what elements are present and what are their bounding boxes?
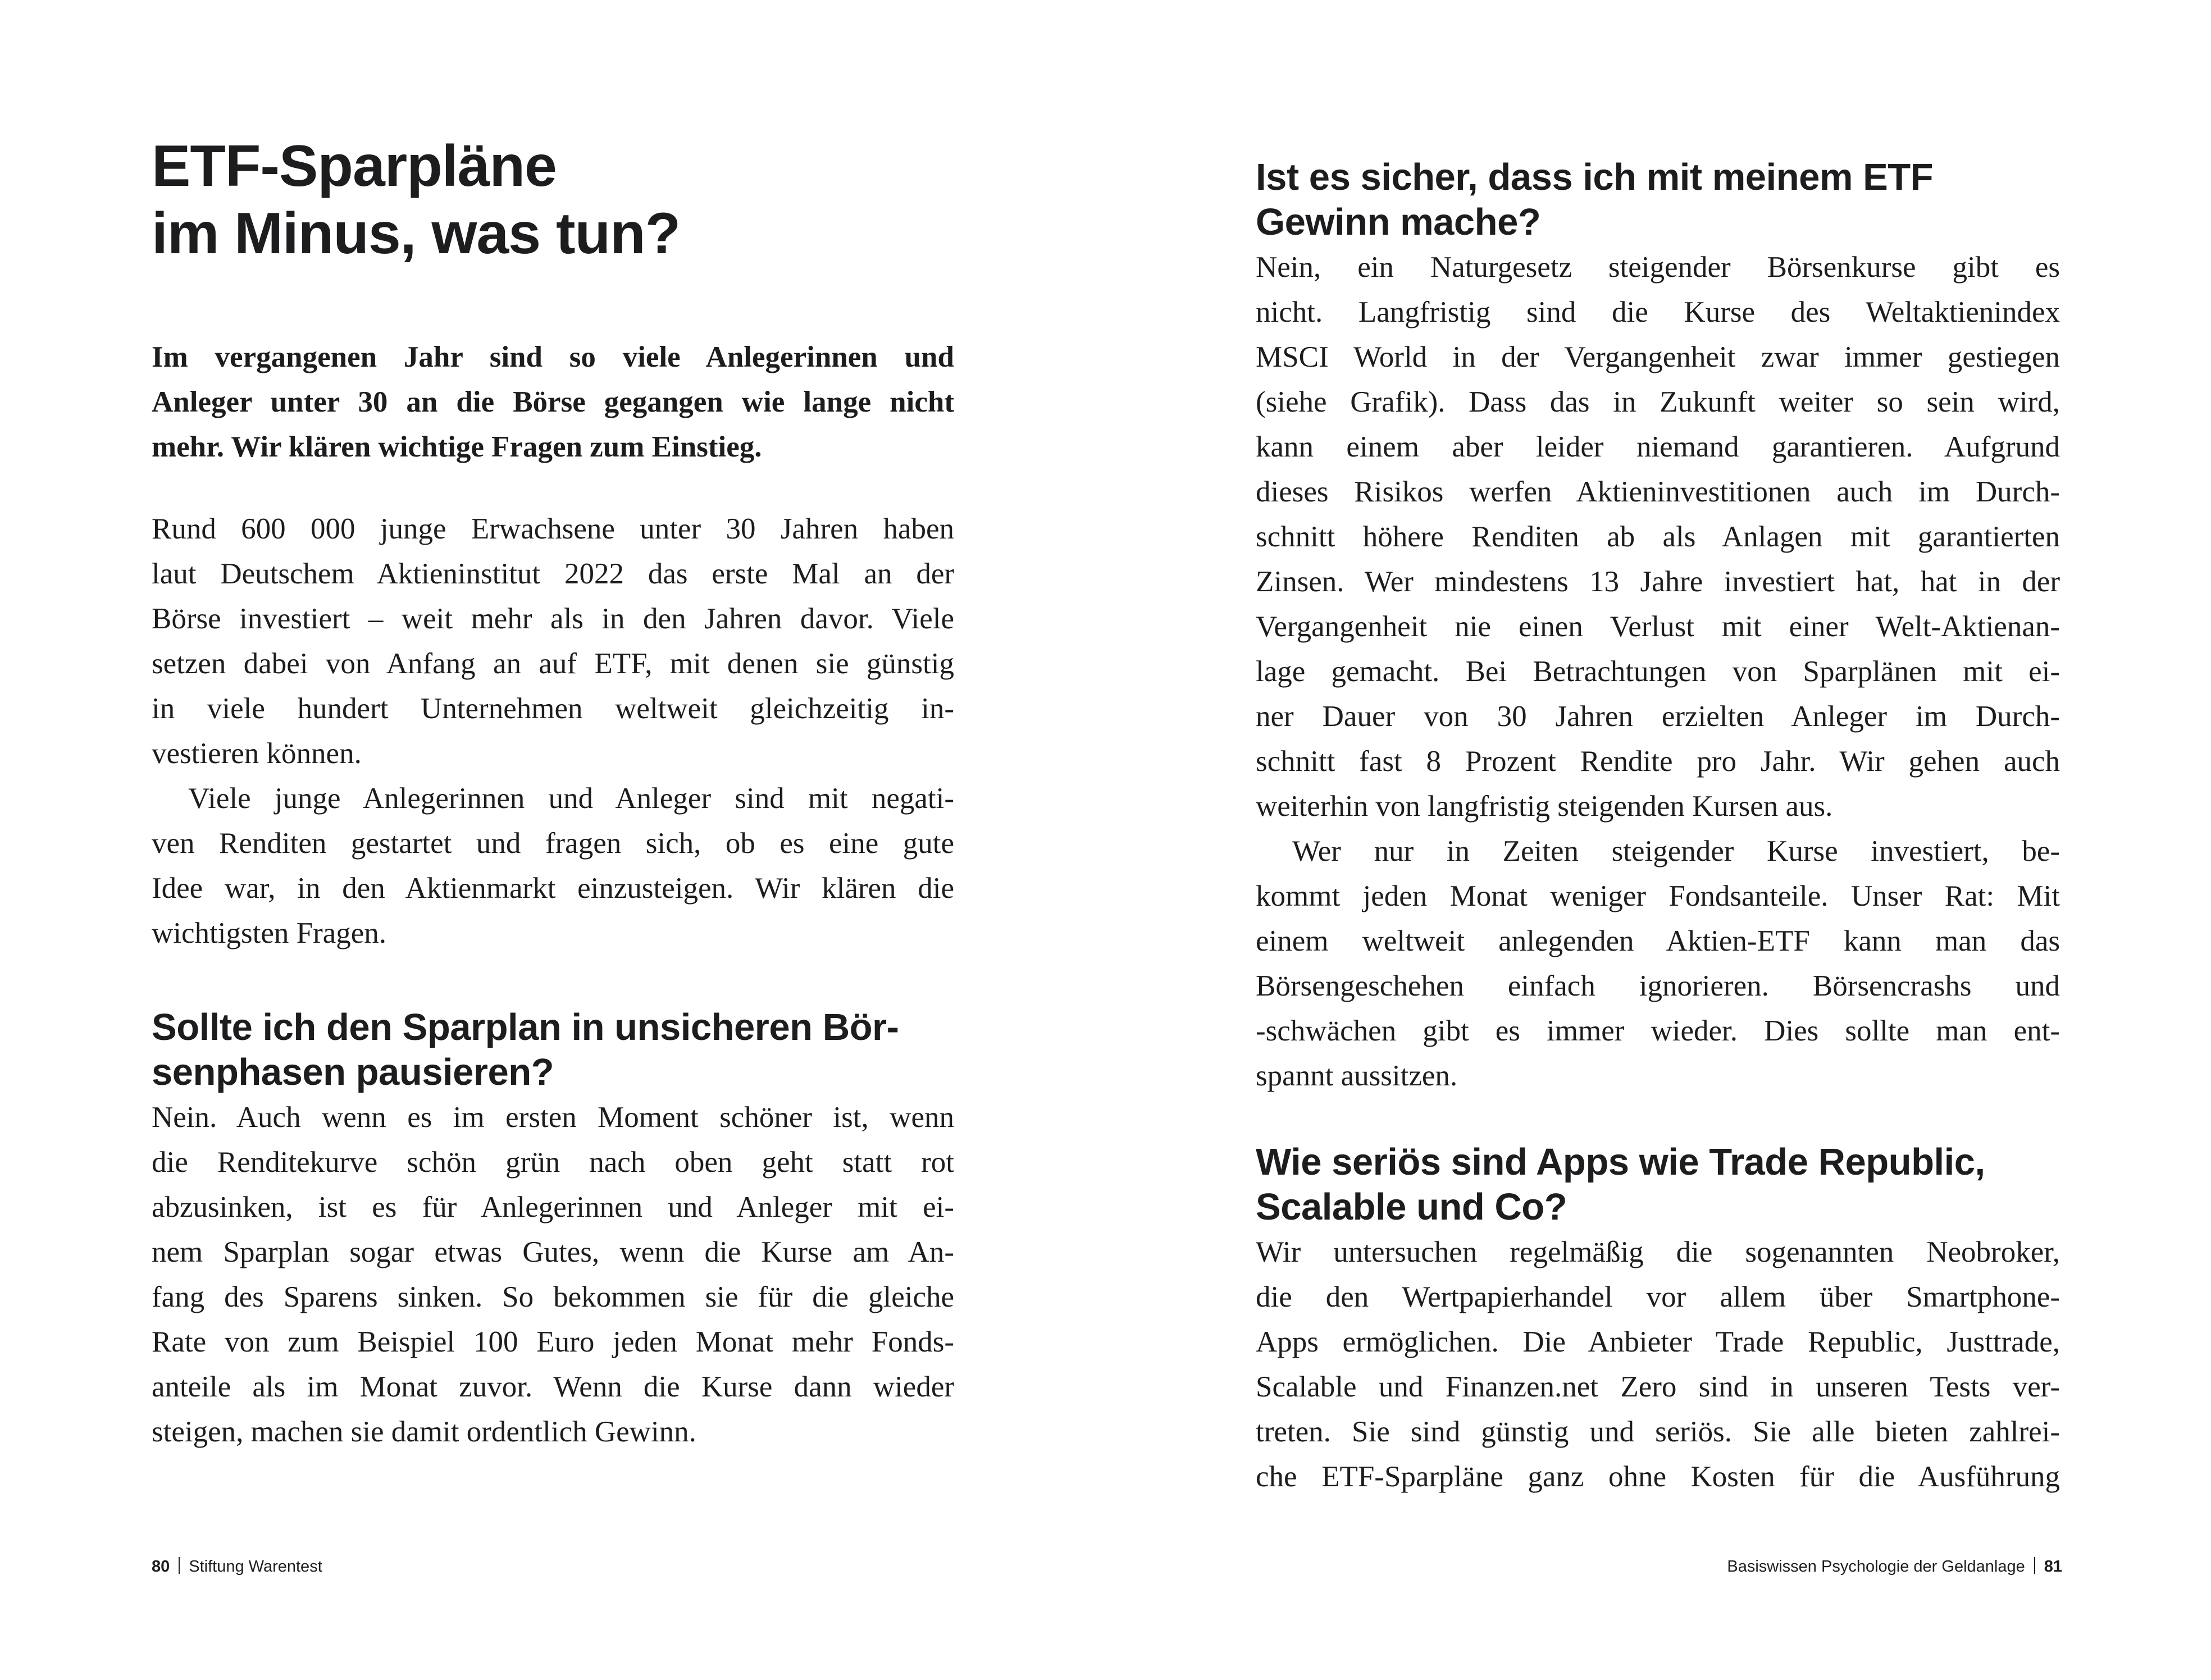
text-line: vestieren können. xyxy=(152,737,362,770)
text-line: in viele hundert Unternehmen weltweit gleichzeitig in- xyxy=(152,692,954,725)
text-line: setzen dabei von Anfang an auf ETF, mit denen sie günstig xyxy=(152,647,954,680)
heading-line: Scalable und Co? xyxy=(1256,1186,1567,1228)
heading-line: senphasen pausieren? xyxy=(152,1051,554,1093)
text-line: Apps ermöglichen. Die Anbieter Trade Republic, Justtrade, xyxy=(1256,1326,2060,1358)
text-line: kann einem aber leider niemand garantieren. Aufgrund xyxy=(1256,431,2060,463)
text-line: Wir untersuchen regelmäßig die sogenannten Neobroker, xyxy=(1256,1236,2060,1268)
text-line: Börse investiert – weit mehr als in den Jahren davor. Viele xyxy=(152,602,954,635)
text-line: -schwächen gibt es immer wieder. Dies sollte man ent- xyxy=(1256,1015,2060,1047)
text-line: mehr. Wir klären wichtige Fragen zum Einstieg. xyxy=(152,431,762,463)
text-line: abzusinken, ist es für Anlegerinnen und Anleger mit ei- xyxy=(152,1191,954,1224)
text-line: Rate von zum Beispiel 100 Euro jeden Monat mehr Fonds- xyxy=(152,1326,954,1358)
text-line: wichtigsten Fragen. xyxy=(152,917,387,949)
text-line: die Renditekurve schön grün nach oben geht statt rot xyxy=(152,1146,954,1179)
text-line: fang des Sparens sinken. So bekommen sie für die gleiche xyxy=(152,1281,954,1313)
section-heading-etf-gewinn xyxy=(1256,155,2060,245)
text-line: laut Deutschem Aktieninstitut 2022 das erste Mal an der xyxy=(152,558,954,590)
text-line: dieses Risikos werfen Aktieninvestitionen auch im Durch- xyxy=(1256,476,2060,508)
footer-divider xyxy=(179,1557,180,1574)
section-body-pause-sparplan xyxy=(152,1095,954,1454)
text-line: steigen, machen sie damit ordentlich Gewinn. xyxy=(152,1416,696,1448)
text-line: che ETF-Sparpläne ganz ohne Kosten für die Ausführung xyxy=(1256,1460,2060,1493)
text-line: Anleger unter 30 an die Börse gegangen wie lange nicht xyxy=(152,386,954,418)
text-line: Idee war, in den Aktienmarkt einzusteigen. Wir klären die xyxy=(152,872,954,905)
text-line: (siehe Grafik). Dass das in Zukunft weiter so sein wird, xyxy=(1256,386,2060,418)
heading-line: Wie seriös sind Apps wie Trade Republic, xyxy=(1256,1141,1985,1183)
book-title-label: Basiswissen Psychologie der Geldanlage xyxy=(1727,1558,2025,1576)
text-line: schnitt fast 8 Prozent Rendite pro Jahr. Wir gehen auch xyxy=(1256,745,2060,778)
text-line: ner Dauer von 30 Jahren erzielten Anleger im Durch- xyxy=(1256,700,2060,733)
title-line: ETF-Sparpläne xyxy=(152,134,557,199)
text-line: lage gemacht. Bei Betrachtungen von Sparplänen mit ei- xyxy=(1256,655,2060,688)
text-line: MSCI World in der Vergangenheit zwar immer gestiegen xyxy=(1256,341,2060,373)
right-page xyxy=(1105,0,2211,1680)
text-line: schnitt höhere Renditen ab als Anlagen mit garantierten xyxy=(1256,521,2060,553)
lead-paragraph xyxy=(152,335,954,469)
text-line: treten. Sie sind günstig und seriös. Sie alle bieten zahlrei- xyxy=(1256,1416,2060,1448)
text-line: Vergangenheit nie einen Verlust mit einer Welt-Aktienan- xyxy=(1256,610,2060,643)
text-line: weiterhin von langfristig steigenden Kursen aus. xyxy=(1256,790,1833,823)
text-line: Nein, ein Naturgesetz steigender Börsenkurse gibt es xyxy=(1256,251,2060,284)
left-page xyxy=(0,0,1105,1680)
text-line: Viele junge Anlegerinnen und Anleger sind mit negati- xyxy=(188,782,954,815)
heading-line: Sollte ich den Sparplan in unsicheren Bör- xyxy=(152,1006,899,1048)
heading-line: Ist es sicher, dass ich mit meinem ETF xyxy=(1256,156,1934,198)
page-footer-right xyxy=(1727,1556,2062,1577)
publisher-label: Stiftung Warentest xyxy=(189,1558,322,1576)
text-line: nicht. Langfristig sind die Kurse des Weltaktienindex xyxy=(1256,296,2060,328)
section-heading-neobroker xyxy=(1256,1140,2060,1230)
section-body-etf-gewinn xyxy=(1256,245,2060,1098)
page-footer-left xyxy=(152,1556,322,1577)
text-line: Wer nur in Zeiten steigender Kurse investiert, be- xyxy=(1292,835,2060,868)
text-line: die den Wertpapierhandel vor allem über Smartphone- xyxy=(1256,1281,2060,1313)
page-number: 81 xyxy=(2044,1558,2062,1576)
heading-line: Gewinn mache? xyxy=(1256,201,1541,243)
text-line: Scalable und Finanzen.net Zero sind in unseren Tests ver- xyxy=(1256,1371,2060,1403)
text-line: Im vergangenen Jahr sind so viele Anlegerinnen und xyxy=(152,341,954,373)
text-line: nem Sparplan sogar etwas Gutes, wenn die Kurse am An- xyxy=(152,1236,954,1268)
section-body-neobroker xyxy=(1256,1230,2060,1499)
text-line: Zinsen. Wer mindestens 13 Jahre investiert hat, hat in der xyxy=(1256,565,2060,598)
text-line: anteile als im Monat zuvor. Wenn die Kurse dann wieder xyxy=(152,1371,954,1403)
text-line: einem weltweit anlegenden Aktien-ETF kann man das xyxy=(1256,925,2060,957)
text-line: kommt jeden Monat weniger Fondsanteile. Unser Rat: Mit xyxy=(1256,880,2060,912)
text-line: Börsengeschehen einfach ignorieren. Börsencrashs und xyxy=(1256,970,2060,1002)
title-line: im Minus, was tun? xyxy=(152,201,681,266)
text-line: Nein. Auch wenn es im ersten Moment schöner ist, wenn xyxy=(152,1101,954,1134)
page-number: 80 xyxy=(152,1558,170,1576)
text-line: spannt aussitzen. xyxy=(1256,1060,1458,1092)
text-line: Rund 600 000 junge Erwachsene unter 30 Jahren haben xyxy=(152,513,954,545)
article-title xyxy=(152,133,680,267)
footer-divider xyxy=(2034,1557,2035,1574)
text-line: ven Renditen gestartet und fragen sich, ob es eine gute xyxy=(152,827,954,860)
section-heading-pause-sparplan xyxy=(152,1005,954,1095)
intro-text xyxy=(152,506,954,956)
